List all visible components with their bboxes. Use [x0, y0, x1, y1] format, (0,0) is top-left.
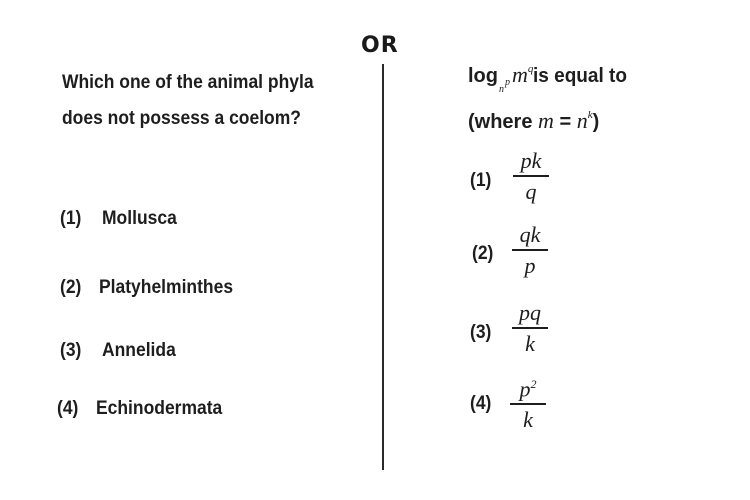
or-label: OR	[361, 33, 399, 58]
right-option-3-number: (3)	[470, 322, 492, 343]
right-option-3-fraction	[512, 302, 548, 355]
column-divider	[382, 64, 384, 470]
right-option-2-fraction	[512, 224, 548, 277]
right-option-4-numerator-base: p	[519, 376, 531, 402]
left-option-2-number: (2)	[60, 277, 82, 298]
right-option-1-number: (1)	[470, 170, 492, 191]
fraction-bar	[512, 327, 548, 329]
where-m: m	[538, 108, 554, 133]
right-option-4-fraction	[510, 373, 546, 431]
right-option-1-fraction	[513, 150, 549, 203]
right-option-4-number: (4)	[470, 393, 492, 414]
left-option-3-text: Annelida	[102, 340, 176, 361]
right-option-3-denominator: k	[525, 330, 535, 356]
left-option-1-text: Mollusca	[102, 208, 177, 229]
right-option-4-numerator	[510, 373, 546, 400]
fraction-bar	[512, 249, 548, 251]
left-option-3-number: (3)	[60, 340, 82, 361]
left-option-4-number: (4)	[57, 398, 79, 419]
right-option-1-numerator: pk	[520, 148, 542, 173]
log-argument: m	[512, 62, 528, 87]
left-question-line-1: Which one of the animal phyla	[62, 72, 314, 93]
question-rest: is equal to	[533, 65, 628, 87]
right-option-3-numerator: pq	[519, 300, 541, 325]
right-question-line-2	[468, 108, 599, 134]
right-option-2-number: (2)	[472, 243, 494, 264]
left-option-2-text: Platyhelminthes	[99, 277, 234, 298]
where-close: )	[592, 111, 600, 133]
where-equals: =	[553, 111, 577, 133]
where-n: n	[576, 108, 588, 133]
where-k-exponent: k	[587, 109, 593, 121]
left-question-line-2: does not possess a coelom?	[62, 108, 301, 129]
right-option-2-denominator: p	[524, 252, 536, 278]
right-option-1-denominator: q	[525, 178, 537, 204]
left-option-1-number: (1)	[60, 208, 82, 229]
log-argument-exponent: q	[527, 63, 534, 75]
right-option-2-numerator: qk	[519, 222, 541, 247]
fraction-bar	[510, 403, 546, 405]
right-question-line-1	[468, 62, 632, 95]
right-option-4-numerator-exponent: 2	[530, 377, 537, 391]
right-option-4-denominator: k	[523, 406, 533, 432]
left-option-4-text: Echinodermata	[96, 398, 223, 419]
log-base-superscript: p	[505, 77, 510, 88]
log-operator: log	[468, 65, 498, 87]
log-base: n	[499, 84, 504, 95]
where-open: (where	[468, 111, 539, 133]
fraction-bar	[513, 175, 549, 177]
